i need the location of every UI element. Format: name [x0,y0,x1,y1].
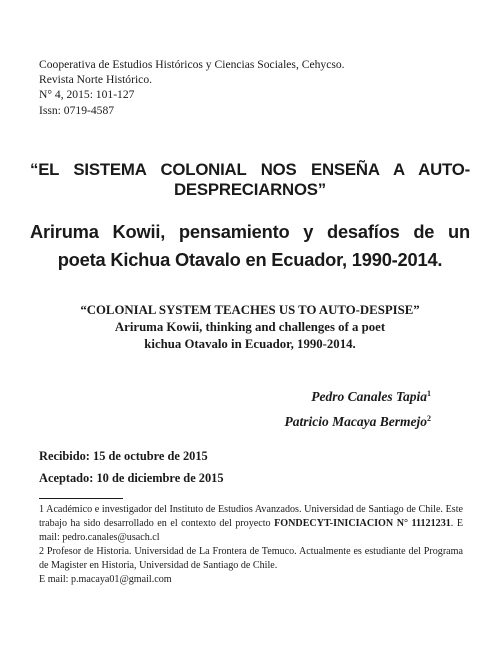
received-date: Recibido: 15 de octubre de 2015 [39,449,208,463]
author-list [285,383,431,433]
title-line-2: DESPRECIARNOS” [174,179,326,199]
issn: Issn: 0719-4587 [39,103,115,117]
title-line-1: “EL SISTEMA COLONIAL NOS ENSEÑA A AUTO- [30,160,470,179]
subtitle-line-1: Ariruma Kowii, pensamiento y desafíos de un [30,221,470,242]
footnote-1-text: 1 Académico e investigador del Instituto de Estudios Avanzados. Universidad de Santiago de Chile. Este trabajo ha sido desarrollado en el contexto del proyecto [39,504,463,529]
english-title-line-2: Ariruma Kowii, thinking and challenges of a poet [114,320,386,334]
author-2 [285,408,431,433]
english-title-line-1: “COLONIAL SYSTEM TEACHES US TO AUTO-DESPISE” [80,303,420,317]
article-title-english [30,302,470,353]
subtitle-line-2: poeta Kichua Otavalo en Ecuador, 1990-2014. [57,249,443,270]
journal-header [39,57,345,118]
journal-name: Revista Norte Histórico. [39,73,153,87]
footnote-1-email: . E mail: pedro.canales@usach.cl [39,517,463,543]
footnote-marker: 1 [427,389,431,398]
english-title-line-3: kichua Otavalo in Ecuador, 1990-2014. [144,337,356,351]
footnote-2-email: E mail: p.macaya01@gmail.com [39,573,172,585]
article-title-spanish [30,160,470,199]
submission-dates [39,445,224,489]
footnote-1 [39,503,463,545]
footnote-marker: 2 [427,414,431,423]
publisher-line: Cooperativa de Estudios Históricos y Ciencias Sociales, Cehycso. [39,58,345,71]
footnote-2-text: 2 Profesor de Historia. Universidad de La Frontera de Temuco. Actualmente es estudiante del Programa de Magister en Historia, Universidad de Santiago de Chile. [39,545,463,571]
author-name: Pedro Canales Tapia [311,389,427,404]
article-subtitle-spanish [30,218,470,274]
author-name: Patricio Macaya Bermejo [284,414,427,429]
project-code: FONDECYT-INICIACION N° 11121231 [274,517,451,529]
footnote-2 [39,545,463,573]
author-1 [285,383,431,408]
issue-info: N° 4, 2015: 101-127 [39,88,135,102]
accepted-date: Aceptado: 10 de diciembre de 2015 [39,471,224,485]
footnotes [39,503,463,586]
footnote-divider [39,498,123,499]
